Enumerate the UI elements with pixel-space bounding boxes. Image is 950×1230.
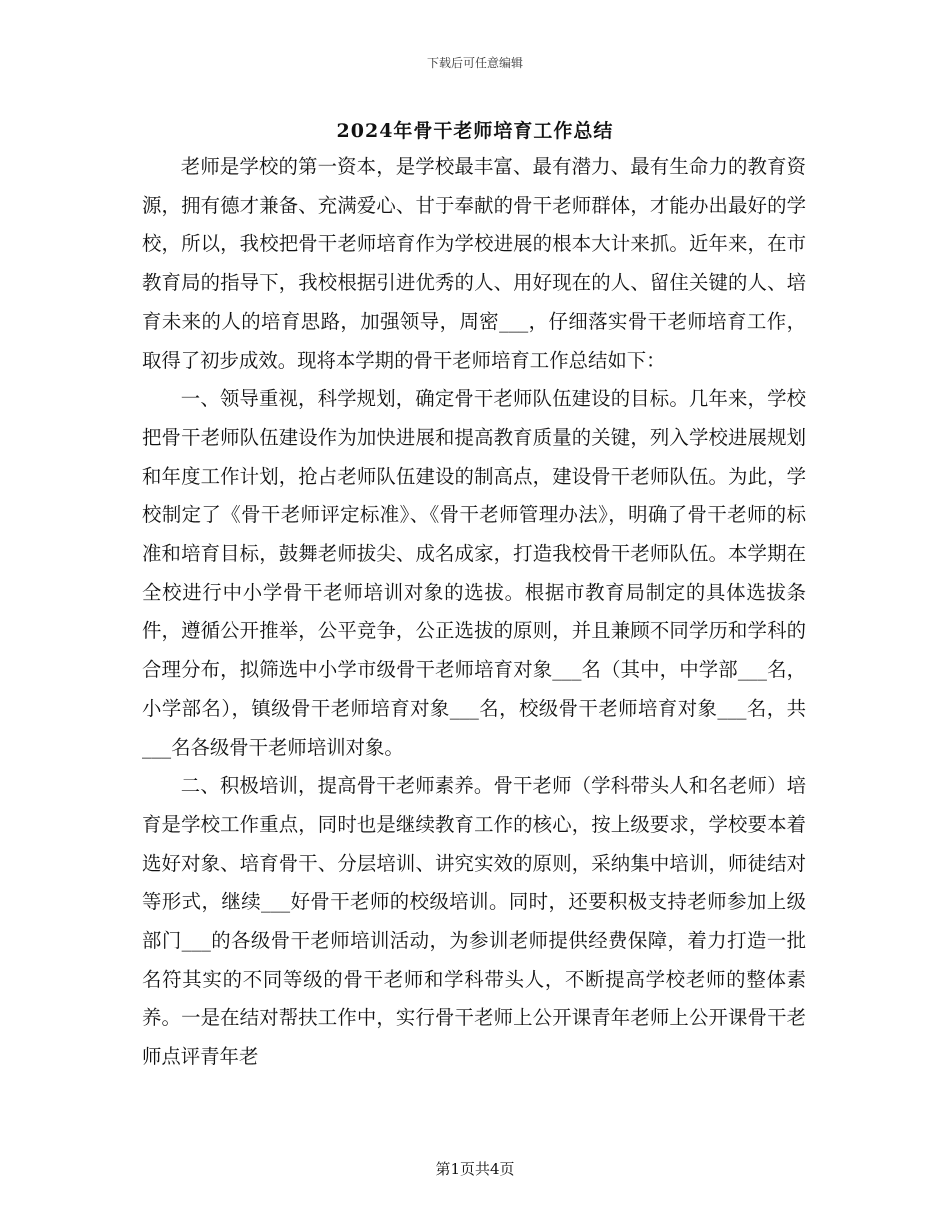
page-header-note: 下载后可任意编辑: [426, 56, 523, 70]
document-title: 2024年骨干老师培育工作总结: [336, 120, 614, 142]
paragraph-intro: 老师是学校的第一资本，是学校最丰富、最有潜力、最有生命力的教育资源，拥有德才兼备、充满爱心、甘于奉献的骨干老师群体，才能办出最好的学校，所以，我校把骨干老师培育作为学校进展的根本大计来抓。近年来，在市教育局的指导下，我校根据引进优秀的人、用好现在的人、留住关键的人、培育未来的人的培育思路，加强领导，周密___，仔细落实骨干老师培育工作，取得了初步成效。现将本学期的骨干老师培育工作总结如下：: [142, 155, 806, 372]
page-footer-number: 第1页共4页: [435, 1160, 515, 1178]
paragraph-section-1: 一、领导重视，科学规划，确定骨干老师队伍建设的目标。几年来，学校把骨干老师队伍建设作为加快进展和提高教育质量的关键，列入学校进展规划和年度工作计划，抢占老师队伍建设的制高点，建设骨干老师队伍。为此，学校制定了《骨干老师评定标准》、《骨干老师管理办法》，明确了骨干老师的标准和培育目标，鼓舞老师拔尖、成名成家，打造我校骨干老师队伍。本学期在全校进行中小学骨干老师培训对象的选拔。根据市教育局制定的具体选拔条件，遵循公开推举，公平竞争，公正选拔的原则，并且兼顾不同学历和学科的合理分布，拟筛选中小学市级骨干老师培育对象___名（其中，中学部___名，小学部名），镇级骨干老师培育对象___名，校级骨干老师培育对象___名，共___名各级骨干老师培训对象。: [142, 387, 806, 759]
paragraph-section-2: 二、积极培训，提高骨干老师素养。骨干老师（学科带头人和名老师）培育是学校工作重点，同时也是继续教育工作的核心，按上级要求，学校要本着选好对象、培育骨干、分层培训、讲究实效的原则，采纳集中培训，师徒结对等形式，继续___好骨干老师的校级培训。同时，还要积极支持老师参加上级部门___的各级骨干老师培训活动，为参训老师提供经费保障，着力打造一批名符其实的不同等级的骨干老师和学科带头人，不断提高学校老师的整体素养。一是在结对帮扶工作中，实行骨干老师上公开课青年老师上公开课骨干老师点评青年老: [142, 774, 806, 1069]
document-body: [142, 148, 806, 1077]
